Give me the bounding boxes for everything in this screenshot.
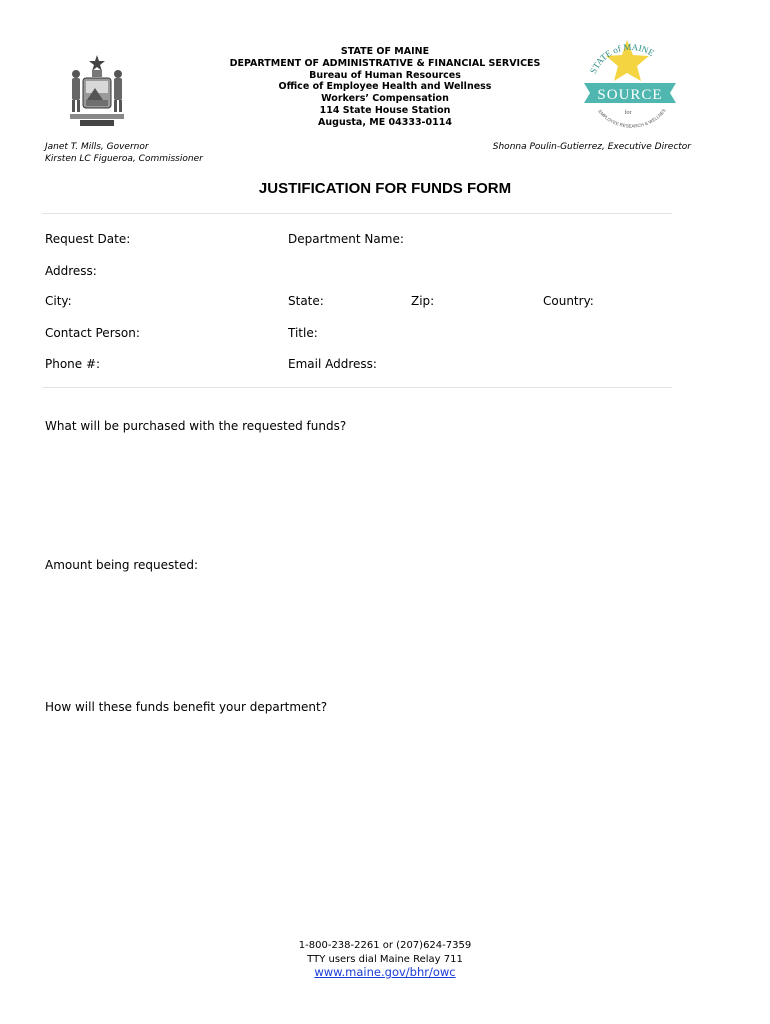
footer-website-link[interactable]: www.maine.gov/bhr/owc <box>314 965 456 979</box>
maine-state-seal-icon <box>62 52 132 128</box>
officials-left <box>45 142 203 165</box>
purchase-question[interactable]: What will be purchased with the requested funds? <box>45 419 347 433</box>
bottom-divider <box>42 387 672 388</box>
svg-text:STATE of MAINE: STATE of MAINE <box>587 41 656 76</box>
request-date-label[interactable]: Request Date: <box>45 232 131 246</box>
letterhead-department: DEPARTMENT OF ADMINISTRATIVE & FINANCIAL SERVICES <box>229 57 541 69</box>
contact-person-label[interactable]: Contact Person: <box>45 326 140 340</box>
address-label[interactable]: Address: <box>45 264 97 278</box>
department-name-label[interactable]: Department Name: <box>288 232 404 246</box>
svg-text:EMPLOYEE RESEARCH & WELLNESS: EMPLOYEE RESEARCH & WELLNES <box>597 107 667 129</box>
source-logo <box>580 38 680 134</box>
top-divider <box>42 213 672 214</box>
country-label[interactable]: Country: <box>543 294 594 308</box>
city-label[interactable]: City: <box>45 294 72 308</box>
letterhead-state: STATE OF MAINE <box>340 46 430 57</box>
governor-name: Janet T. Mills, Governor <box>45 142 149 152</box>
letterhead-station: 114 State House Station <box>319 104 451 116</box>
footer <box>0 939 770 981</box>
title-label[interactable]: Title: <box>288 326 318 340</box>
letterhead-city: Augusta, ME 04333-0114 <box>318 116 452 128</box>
state-label[interactable]: State: <box>288 294 324 308</box>
benefit-question[interactable]: How will these funds benefit your department? <box>45 700 328 714</box>
letterhead-bureau: Bureau of Human Resources <box>309 69 461 81</box>
svg-text:SOURCE: SOURCE <box>597 87 663 103</box>
letterhead-office: Office of Employee Health and Wellness <box>278 81 492 93</box>
zip-label[interactable]: Zip: <box>411 294 435 308</box>
amount-question[interactable]: Amount being requested: <box>45 558 198 572</box>
svg-text:for: for <box>624 110 632 116</box>
email-label[interactable]: Email Address: <box>288 357 377 371</box>
commissioner-name: Kirsten LC Figueroa, Commissioner <box>45 153 203 164</box>
letterhead-division: Workers’ Compensation <box>321 93 449 105</box>
director-name: Shonna Poulin-Gutierrez, Executive Director <box>492 142 691 152</box>
phone-label[interactable]: Phone #: <box>45 357 101 371</box>
form-title: JUSTIFICATION FOR FUNDS FORM <box>258 180 512 197</box>
footer-tty: TTY users dial Maine Relay 711 <box>307 953 463 965</box>
letterhead <box>200 46 570 129</box>
footer-phone: 1-800-238-2261 or (207)624-7359 <box>298 940 472 951</box>
